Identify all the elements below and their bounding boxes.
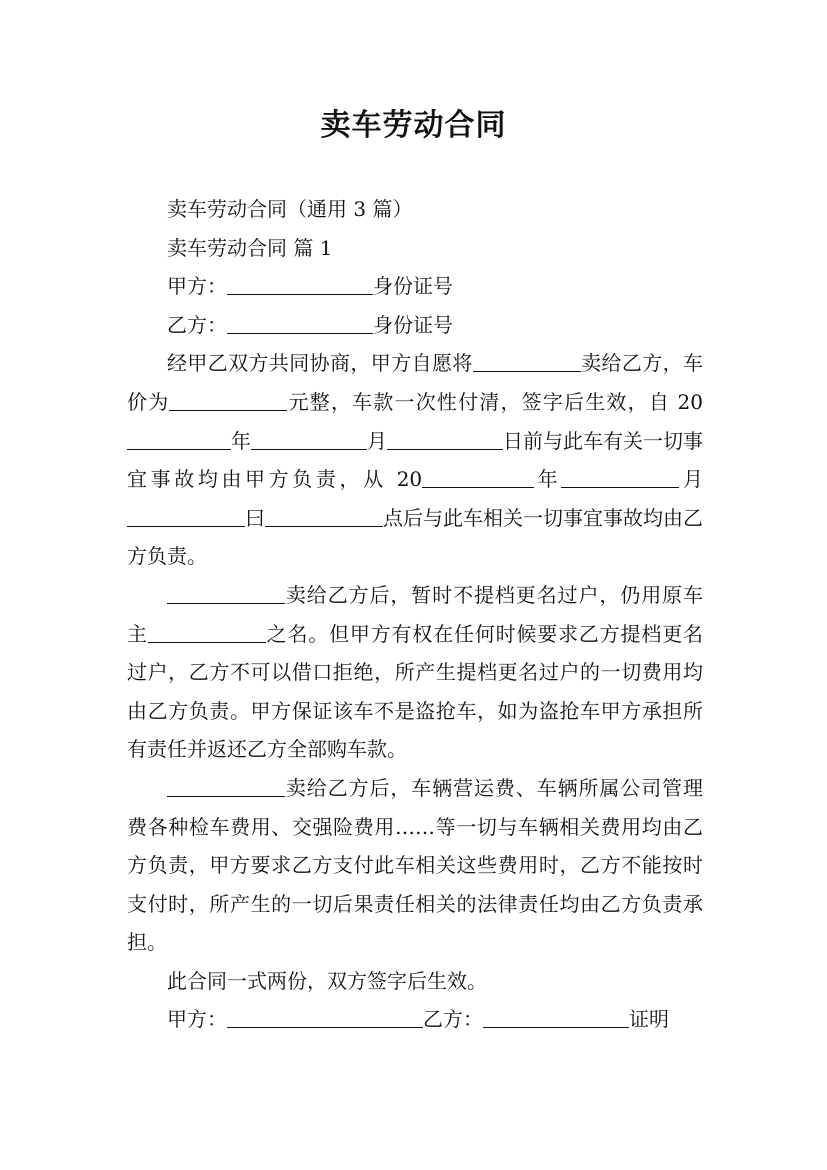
clause-text: 卖给乙方，车价为 (127, 351, 704, 414)
clause-sale-terms (127, 344, 703, 576)
vehicle-blank (167, 581, 285, 604)
price-blank (169, 388, 287, 411)
signature-b-label: 乙方： (423, 1007, 483, 1032)
signature-suffix: 证明 (629, 1007, 669, 1032)
clause-text: 点后与此车相关一切事宜事故均由乙方负责。 (127, 505, 703, 569)
day-blank (387, 427, 503, 450)
party-a-name-blank (227, 272, 373, 295)
clause-fees (127, 769, 703, 962)
clause-text: 元整，车款一次性付清，签字后生效，自 20 (287, 389, 704, 414)
clause-text: 曰 (245, 505, 265, 530)
signature-line (127, 1000, 703, 1039)
document-body (127, 190, 703, 1039)
month-blank (561, 465, 679, 488)
original-owner-blank (148, 620, 266, 643)
party-b-id-label: 身份证号 (373, 312, 453, 337)
clause-text: 年 (231, 428, 251, 453)
party-a-label: 甲方： (167, 274, 227, 299)
party-a-id-line (127, 267, 703, 306)
party-a-id-label: 身份证号 (373, 274, 453, 299)
section-heading: 卖车劳动合同 篇 1 (167, 235, 333, 260)
hour-blank (265, 504, 383, 527)
day-blank (127, 504, 245, 527)
clause-effect: 此合同一式两份，双方签字后生效。 (167, 968, 487, 993)
subtitle: 卖车劳动合同（通用 3 篇） (167, 197, 413, 221)
party-b-id-line (127, 306, 703, 345)
year-blank (127, 427, 231, 450)
clause-text: 之名。但甲方有权在任何时候要求乙方提档更名过户，乙方不可以借口拒绝，所产生提档更名过户的一切费用均由乙方负责。甲方保证该车不是盗抢车，如为盗抢车甲方承担所有责任并返还乙方全部购车款。 (127, 621, 704, 762)
signature-b-blank (483, 1005, 629, 1028)
clause-text: 卖给乙方后，暂时不提档更名过户，仍用原车主 (127, 582, 703, 646)
clause-text: 日前与此车有关一切事宜事故均由甲方负责，从 20 (127, 428, 703, 492)
year-blank (422, 465, 534, 488)
clause-title-transfer (127, 576, 703, 769)
vehicle-blank (473, 349, 581, 372)
vehicle-blank (167, 774, 285, 797)
document-title: 卖车劳动合同 (320, 108, 507, 143)
party-b-label: 乙方： (167, 312, 227, 337)
clause-text: 月 (367, 428, 387, 453)
month-blank (251, 427, 367, 450)
clause-text: 卖给乙方后，车辆营运费、车辆所属公司管理费各种检车费用、交强险费用……等一切与车辆相关费用均由乙方负责，甲方要求乙方支付此车相关这些费用时，乙方不能按时支付时，所产生的一切后果责任相关的法律责任均由乙方负责承担。 (127, 775, 703, 955)
party-b-name-blank (227, 311, 373, 334)
clause-text: 年 (534, 467, 562, 492)
signature-a-label: 甲方： (167, 1007, 227, 1032)
clause-text: 月 (679, 467, 704, 492)
signature-a-blank (227, 1005, 423, 1028)
clause-text: 经甲乙双方共同协商，甲方自愿将 (167, 351, 473, 376)
